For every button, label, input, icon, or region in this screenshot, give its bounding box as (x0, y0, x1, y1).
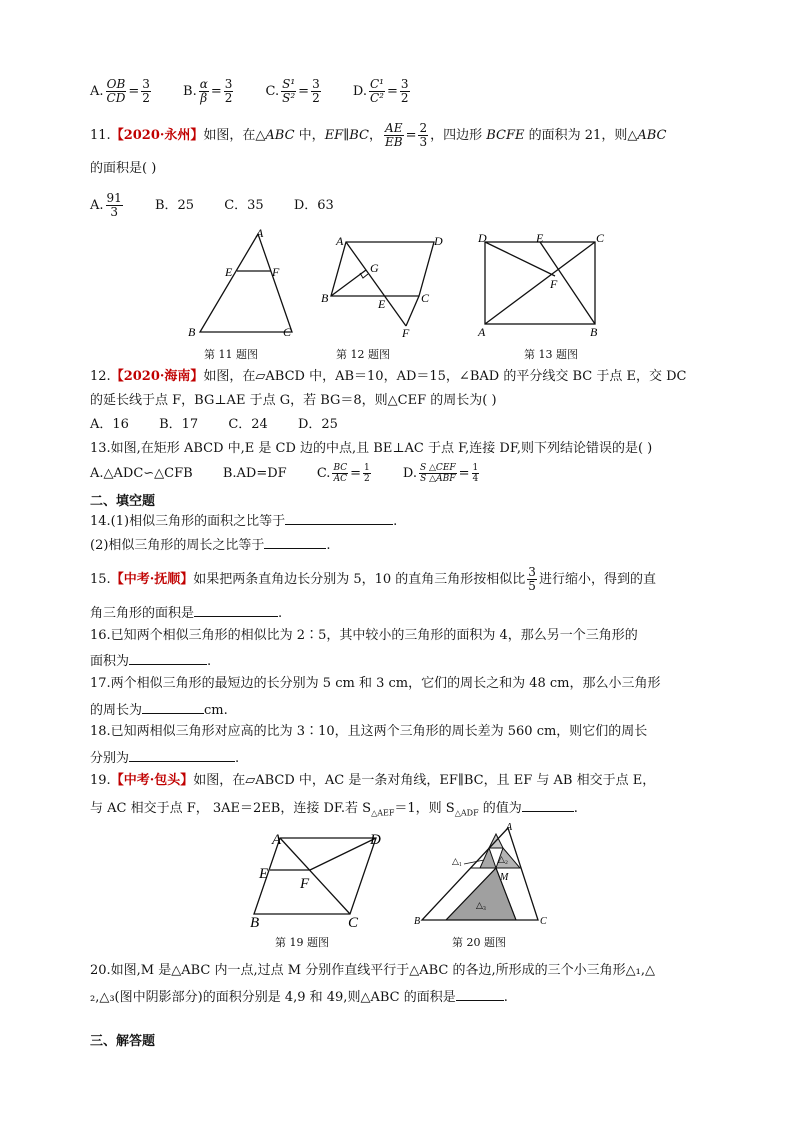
svg-text:F: F (402, 326, 410, 340)
section-heading-fill-blank: 二、填空题 (90, 494, 156, 509)
svg-text:E: E (225, 265, 233, 279)
svg-text:E: E (378, 297, 386, 311)
figure-12-caption: 第 12 题图 (336, 348, 390, 361)
figure-12 (318, 230, 448, 340)
q14-line2: (2)相似三角形的周长之比等于 . (90, 534, 331, 555)
figure-19-caption: 第 19 题图 (275, 936, 329, 949)
q10-options (90, 78, 438, 105)
figure-20 (412, 820, 552, 932)
svg-text:C: C (596, 231, 605, 245)
q11-options: A. $\frac{91}{3}$ B．25 C．35 D．63 (90, 191, 334, 219)
q16-line2: 面积为 . (90, 650, 211, 671)
figure-13 (472, 230, 612, 340)
svg-text:B: B (250, 915, 260, 930)
svg-text:△₂: △₂ (498, 854, 509, 864)
svg-text:M: M (500, 872, 509, 883)
svg-text:B: B (321, 291, 329, 305)
q17-line2: 的周长为 cm. (90, 699, 228, 720)
q10-option-a: A. $\frac{OB}{CD}$ = $\frac{3}{2}$ (90, 77, 150, 105)
q17-line1: 17.两个相似三角形的最短边的长分别为 5 cm 和 3 cm，它们的周长之和为 48 cm，那么小三角形 (90, 676, 661, 691)
q20-line2: ₂,△₃(图中阴影部分)的面积分别是 4,9 和 49,则△ABC 的面积是 . (90, 986, 508, 1007)
svg-text:D: D (434, 234, 443, 248)
q12-line1: 12.【2020·海南】如图，在▱ABCD 中，AB＝10，AD＝15，∠BAD 的平分线交 BC 于点 E，交 DC (90, 369, 687, 384)
answer-blank[interactable] (142, 699, 204, 714)
q19-line2: 与 AC 相交于点 F， 3AE＝2EB，连接 DF.若 $S_{\triangle AEF}=1$，则 $S_{\triangle ADF}$ 的值为 . (90, 797, 578, 823)
svg-text:D: D (370, 832, 381, 848)
svg-text:C: C (540, 916, 547, 927)
answer-blank[interactable] (129, 747, 235, 762)
q16-line1: 16.已知两个相似三角形的相似比为 2∶5，其中较小的三角形的面积为 4，那么另一个三角形的 (90, 628, 638, 643)
svg-text:F: F (272, 265, 280, 279)
q18-line2: 分别为 . (90, 747, 239, 768)
svg-text:C: C (421, 291, 430, 305)
svg-text:E: E (259, 866, 269, 882)
svg-text:B: B (414, 916, 421, 927)
q11-line2: 的面积是( ) (90, 161, 157, 176)
q13-line1: 13.如图,在矩形 ABCD 中,E 是 CD 边的中点,且 BE⊥AC 于点 F,连接 DF,则下列结论错误的是( ) (90, 441, 653, 456)
svg-text:A: A (506, 822, 513, 833)
q12-line2: 的延长线于点 F，BG⊥AE 于点 G，若 BG＝8，则△CEF 的周长为( ) (90, 393, 497, 408)
svg-text:E: E (536, 231, 544, 245)
answer-blank[interactable] (456, 986, 504, 1001)
q11-line1: 11.【2020·永州】如图，在△ABC 中，EF∥BC， $\frac{AE}{EB}$ = $\frac{2}{3}$ ，四边形 BCFE 的面积为 21，则△ABC (90, 121, 667, 149)
q10-option-d: D. $\frac{\text{C¹}}{\text{C²}}$ = $\frac{3}{2}$ (352, 77, 409, 105)
q14-line1: 14.(1)相似三角形的面积之比等于 . (90, 510, 397, 531)
svg-text:C: C (348, 915, 359, 930)
answer-blank[interactable] (194, 602, 278, 617)
section-heading-solutions: 三、解答题 (90, 1034, 156, 1049)
svg-text:A: A (272, 832, 282, 848)
svg-text:△₃: △₃ (476, 900, 487, 910)
svg-text:D: D (478, 231, 487, 245)
q19-line1: 19.【中考·包头】如图，在▱ABCD 中，AC 是一条对角线，EF∥BC，且 EF 与 AB 相交于点 E， (90, 773, 656, 788)
svg-text:A: A (336, 234, 344, 248)
svg-text:C: C (283, 325, 292, 339)
svg-text:A: A (256, 226, 264, 240)
figure-19 (250, 826, 390, 930)
q20-line1: 20.如图,M 是△ABC 内一点,过点 M 分别作直线平行于△ABC 的各边,所形成的三个小三角形△₁,△ (90, 963, 655, 978)
figure-13-caption: 第 13 题图 (524, 348, 578, 361)
q18-line1: 18.已知两相似三角形对应高的比为 3∶10，且这两个三角形的周长差为 560 cm，则它们的周长 (90, 724, 648, 739)
answer-blank[interactable] (522, 797, 574, 812)
q15-line1: 15.【中考·抚顺】如果把两条直角边长分别为 5，10 的直角三角形按相似比 $\frac{3}{5}$ 进行缩小，得到的直 (90, 565, 656, 593)
svg-text:B: B (590, 325, 598, 339)
svg-text:△₁: △₁ (452, 856, 463, 866)
answer-blank[interactable] (129, 650, 207, 665)
figure-11 (180, 226, 300, 344)
q10-option-b: B. $\frac{\alpha}{\beta}$ = $\frac{3}{2}$ (183, 77, 233, 105)
svg-text:G: G (370, 261, 379, 275)
figure-20-caption: 第 20 题图 (452, 936, 506, 949)
q12-options: A．16 B．17 C．24 D．25 (90, 417, 338, 432)
q10-option-c: C. $\frac{\text{S¹}}{\text{S²}}$ = $\frac{3}{2}$ (265, 77, 320, 105)
figure-11-caption: 第 11 题图 (204, 348, 258, 361)
svg-text:F: F (550, 277, 558, 291)
answer-blank[interactable] (285, 510, 393, 525)
svg-text:F: F (300, 876, 310, 892)
q13-options: A.△ADC∽△CFB B.AD=DF C. $\frac{BC}{AC}$ = $\frac{1}{2}$ D. $\frac{\text{S △CEF}}{\text{S △ABF}}$ = $\frac{1}{4}$ (90, 463, 479, 484)
svg-text:B: B (188, 325, 196, 339)
answer-blank[interactable] (264, 534, 326, 549)
svg-text:A: A (478, 325, 486, 339)
q15-line2: 角三角形的面积是 . (90, 602, 282, 623)
